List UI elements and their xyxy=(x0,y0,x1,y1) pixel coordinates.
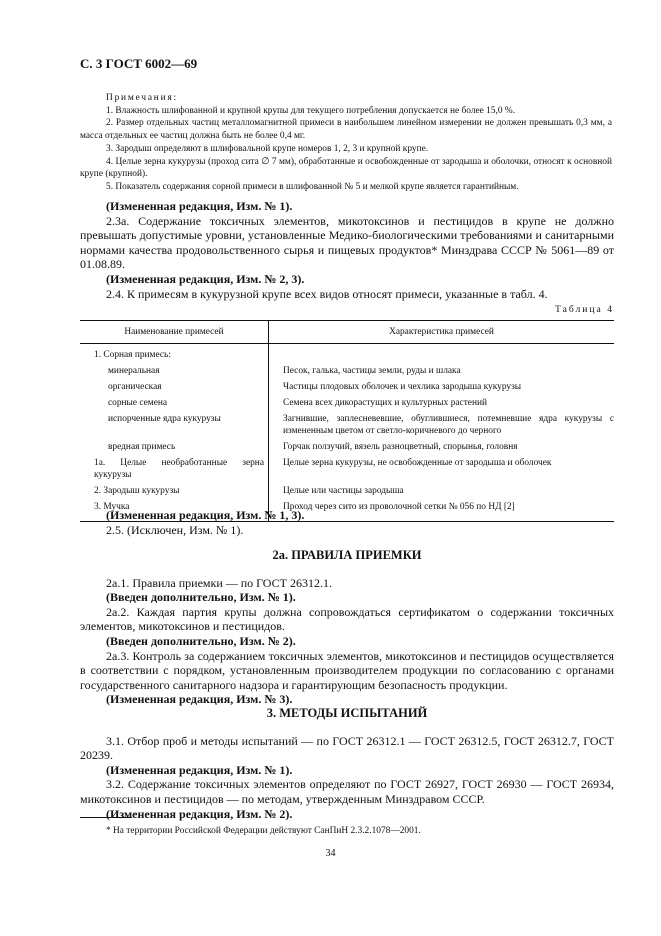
amendment-note: (Измененная редакция, Изм. № 3). xyxy=(106,692,293,707)
impurity-desc: Целые или частицы зародыша xyxy=(283,486,404,496)
impurity-desc xyxy=(269,344,615,364)
section-2a xyxy=(80,548,614,707)
impurity-name: испорченные ядра кукурузы xyxy=(80,411,269,439)
impurity-name: 1. Сорная примесь: xyxy=(80,344,269,364)
paragraph-2-4: 2.4. К примесям в кукурузной крупе всех видов относят примеси, указанные в табл. 4. xyxy=(106,286,548,301)
impurity-name: вредная примесь xyxy=(80,439,269,455)
table-title: Таблица 4 xyxy=(554,304,614,315)
impurity-desc: Семена всех дикорастущих и культурных растений xyxy=(283,398,488,408)
table-row xyxy=(80,483,614,499)
section-2-5 xyxy=(80,508,614,537)
note-item: 5. Показатель содержания сорной примеси в шлифованной № 5 и мелкой крупе является гарантийным. xyxy=(106,181,519,192)
table-row xyxy=(80,411,614,439)
note-item: 4. Целые зерна кукурузы (проход сита ∅ 7 мм), обработанные и освобожденные от зародыша и оболочки, относят к основной крупе (крупной). xyxy=(80,156,612,180)
impurity-desc: Целые зерна кукурузы, не освобожденные от зародыша и оболочек xyxy=(283,458,552,468)
amendment-note: (Измененная редакция, Изм. № 2). xyxy=(106,806,293,821)
table-row xyxy=(80,439,614,455)
notes-title: Примечания: xyxy=(106,93,178,103)
amendment-note: (Измененная редакция, Изм. № 1, 3). xyxy=(106,508,305,522)
impurity-desc: Проход через сито из проволочной сетки № 056 по НД [2] xyxy=(269,499,615,522)
impurities-table xyxy=(80,320,614,522)
impurity-name: 2. Зародыш кукурузы xyxy=(80,483,269,499)
table-row xyxy=(80,395,614,411)
amendment-note: (Измененная редакция, Изм. № 1). xyxy=(106,762,293,777)
impurity-desc: Загнившие, заплесневевшие, обуглившиеся, потемневшие ядра кукурузы с измененным цветом от светло-коричневого до черного xyxy=(283,414,614,436)
paragraph-3-1: 3.1. Отбор проб и методы испытаний — по ГОСТ 26312.1 — ГОСТ 26312.5, ГОСТ 26312.7, ГОСТ 20239. xyxy=(80,733,614,763)
impurity-name: 3. Мучка xyxy=(80,499,269,522)
paragraph-2-3a: 2.3а. Содержание токсичных элементов, микотоксинов и пестицидов в крупе не должно превышать допустимые уровни, установленные Медико-биологическими требованиями и санитарными нормами качества продовольственного сырья и пищевых продуктов* Минздрава СССР № 5061—89 от 01.08.89. xyxy=(80,213,614,272)
column-header-characteristic: Характеристика примесей xyxy=(269,321,615,344)
impurity-name: 1а. Целые необработанные зерна кукурузы xyxy=(80,455,269,483)
amendment-note: (Введен дополнительно, Изм. № 1). xyxy=(106,590,296,605)
section-3 xyxy=(80,706,614,821)
paragraph-3-2: 3.2. Содержание токсичных элементов определяют по ГОСТ 26927, ГОСТ 26930 — ГОСТ 26934, микотоксинов и пестицидов — по методам, утвержденным Минздравом СССР. xyxy=(80,777,614,806)
impurity-desc: Песок, галька, частицы земли, руды и шлака xyxy=(283,366,461,376)
impurity-desc: Горчак ползучий, вязель разноцветный, спорынья, головня xyxy=(283,442,518,452)
page-header: С. 3 ГОСТ 6002—69 xyxy=(80,56,198,71)
paragraph-2a-1: 2а.1. Правила приемки — по ГОСТ 26312.1. xyxy=(106,575,332,590)
note-item: 2. Размер отдельных частиц металломагнитной примеси в наибольшем линейном измерении не должен превышать 0,3 мм, а масса отдельных ее частиц должна быть не более 0,4 мг. xyxy=(80,118,612,142)
table-row xyxy=(80,363,614,379)
note-item: 3. Зародыш определяют в шлифовальной крупе номеров 1, 2, 3 и крупной крупе. xyxy=(106,143,429,154)
impurity-desc: Частицы плодовых оболочек и чехлика зародыша кукурузы xyxy=(283,382,522,392)
page-number: 34 xyxy=(325,848,336,859)
paragraph-2a-2: 2а.2. Каждая партия крупы должна сопровождаться сертификатом о содержании токсичных элементов, микотоксинов и пестицидов. xyxy=(80,604,614,634)
paragraph-2-5: 2.5. (Исключен, Изм. № 1). xyxy=(106,522,244,537)
section-heading: 3. МЕТОДЫ ИСПЫТАНИЙ xyxy=(266,706,428,720)
impurity-name: сорные семена xyxy=(80,395,269,411)
footnote: * На территории Российской Федерации действуют СанПиН 2.3.2.1078—2001. xyxy=(106,826,421,836)
footnote-divider xyxy=(80,817,132,818)
amendment-note: (Введен дополнительно, Изм. № 2). xyxy=(106,633,296,648)
notes-block xyxy=(80,92,612,194)
table-row xyxy=(80,455,614,483)
section-2-3a xyxy=(80,199,614,301)
section-heading: 2а. ПРАВИЛА ПРИЕМКИ xyxy=(272,548,422,562)
table-row xyxy=(80,344,614,364)
amendment-note: (Измененная редакция, Изм. № 2, 3). xyxy=(106,271,305,286)
impurity-name: органическая xyxy=(80,379,269,395)
note-item: 1. Влажность шлифованной и крупной крупы для текущего потребления допускается не более 15,0 %. xyxy=(106,105,516,116)
column-header-name: Наименование примесей xyxy=(80,321,269,344)
paragraph-2a-3: 2а.3. Контроль за содержанием токсичных элементов, микотоксинов и пестицидов осуществляется в соответствии с порядком, установленным производителем продукции по согласованию с органами государственного санитарного надзора и гарантирующим безопасность продукции. xyxy=(80,648,614,692)
amendment-note: (Измененная редакция, Изм. № 1). xyxy=(106,199,293,213)
table-row xyxy=(80,379,614,395)
impurity-name: минеральная xyxy=(80,363,269,379)
